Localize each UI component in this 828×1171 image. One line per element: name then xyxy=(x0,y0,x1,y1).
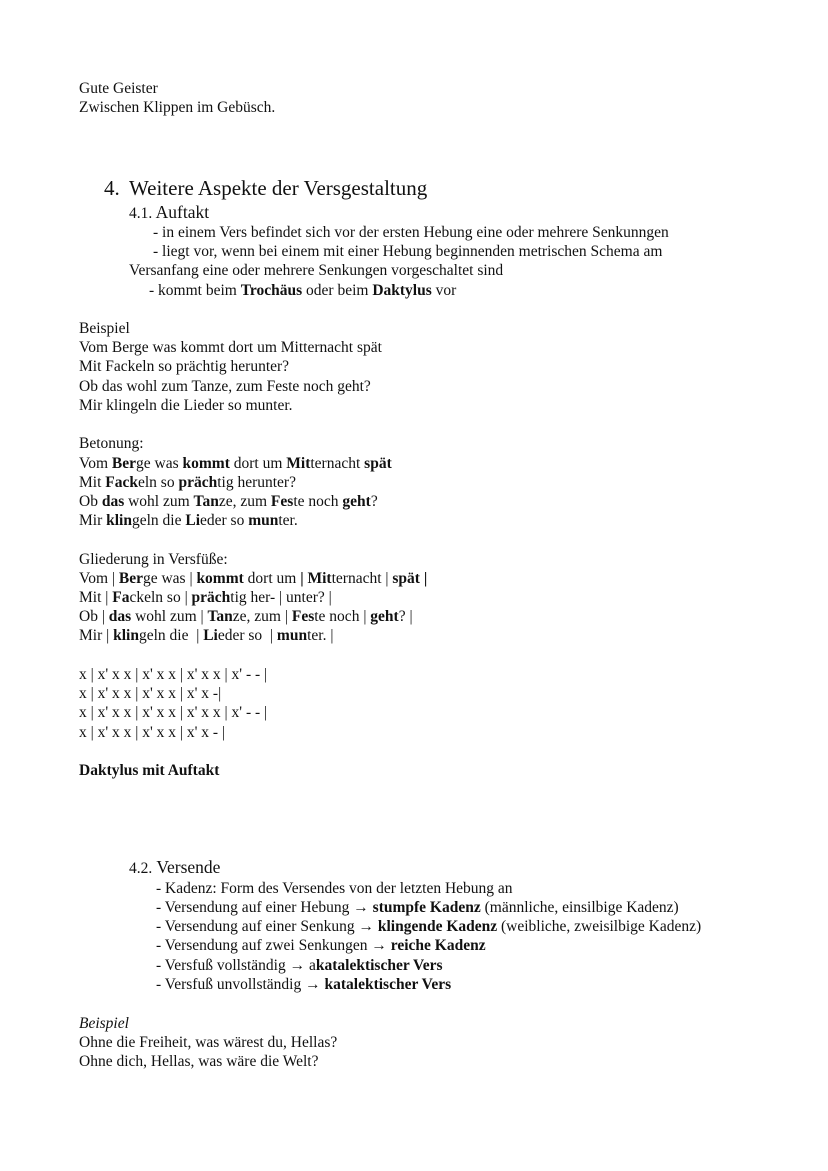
section-4-2-item xyxy=(156,975,451,995)
seg: geln die | xyxy=(138,627,204,644)
gliederung-line-1 xyxy=(79,569,427,589)
term: katalektischer Vers xyxy=(324,976,452,993)
seg: Mit xyxy=(79,474,106,491)
term: katalektischer Vers xyxy=(315,957,443,974)
term: stumpfe Kadenz xyxy=(372,899,481,916)
seg: - Versfuß unvollständig → xyxy=(156,976,325,993)
example-1-line-3: Ob das wohl zum Tanze, zum Feste noch geht? xyxy=(79,378,371,395)
stress: Tan xyxy=(207,608,233,625)
section-4-number: 4. xyxy=(104,176,120,200)
example-2-line-1: Ohne die Freiheit, was wärest du, Hellas? xyxy=(79,1034,338,1051)
seg: - Versendung auf zwei Senkungen → xyxy=(156,937,391,954)
stress: geht xyxy=(342,493,371,510)
stress: Fes xyxy=(291,608,315,625)
seg: ter. | xyxy=(307,627,334,644)
schema-line-3: x | x' x x | x' x x | x' x x | x' - - | xyxy=(79,704,268,721)
stress: präch xyxy=(178,474,218,491)
section-4-title: Weitere Aspekte der Versgestaltung xyxy=(129,176,428,200)
bullet3-trochaeus: Trochäus xyxy=(240,282,303,299)
seg: ge was | xyxy=(142,570,197,587)
betonung-label: Betonung: xyxy=(79,435,144,452)
stress: Ber xyxy=(111,455,136,472)
seg: dort um xyxy=(243,570,301,587)
intro-line-1: Gute Geister xyxy=(79,80,158,97)
stress: Fes xyxy=(270,493,294,510)
stress: Fa xyxy=(112,589,130,606)
stress: klin xyxy=(106,512,132,529)
seg: Vom xyxy=(79,455,112,472)
conclusion: Daktylus mit Auftakt xyxy=(79,762,220,779)
bullet3-text-e: vor xyxy=(431,282,457,299)
seg: tig herunter? xyxy=(217,474,296,491)
section-4-1-number: 4.1. xyxy=(129,205,153,222)
section-4-1-bullet-2: - liegt vor, wenn bei einem mit einer Hebung beginnenden metrischen Schema am xyxy=(153,243,663,260)
gliederung-line-4 xyxy=(79,626,333,646)
example-1-line-4: Mir klingeln die Lieder so munter. xyxy=(79,397,293,414)
seg: eder so | xyxy=(217,627,277,644)
betonung-line-2 xyxy=(79,473,296,493)
stress: Ber xyxy=(118,570,143,587)
stress: das xyxy=(108,608,132,625)
stress: kommt xyxy=(196,570,244,587)
stress: spät | xyxy=(392,570,428,587)
seg: ze, zum | xyxy=(232,608,292,625)
seg: tig her- | unter? | xyxy=(230,589,332,606)
stress: präch xyxy=(191,589,231,606)
example-2-line-2: Ohne dich, Hellas, was wäre die Welt? xyxy=(79,1053,319,1070)
seg: Mit | xyxy=(79,589,113,606)
gliederung-line-2 xyxy=(79,588,332,608)
example-1-label: Beispiel xyxy=(79,320,130,337)
section-4-2-title: Versende xyxy=(156,857,221,877)
seg: ternacht | xyxy=(331,570,393,587)
seg: (männliche, einsilbige Kadenz) xyxy=(480,899,679,916)
section-4-2-number: 4.2. xyxy=(129,860,153,877)
seg: - Versendung auf einer Hebung → xyxy=(156,899,373,916)
seg: ternacht xyxy=(310,455,365,472)
seg: eder so xyxy=(200,512,249,529)
section-4-1-bullet-3 xyxy=(149,281,456,301)
stress: Tan xyxy=(193,493,219,510)
seg: (weibliche, zweisilbige Kadenz) xyxy=(497,918,702,935)
section-4-heading xyxy=(104,176,427,200)
seg: te noch xyxy=(293,493,343,510)
seg: - Kadenz: Form des Versendes von der letzten Hebung an xyxy=(156,880,513,897)
bullet3-text-a: - kommt beim xyxy=(149,282,241,299)
seg: ckeln so | xyxy=(129,589,192,606)
betonung-line-3 xyxy=(79,492,378,512)
term: reiche Kadenz xyxy=(390,937,486,954)
gliederung-label: Gliederung in Versfüße: xyxy=(79,551,228,568)
seg: dort um xyxy=(229,455,287,472)
gliederung-line-3 xyxy=(79,607,413,627)
section-4-2-item xyxy=(156,917,701,937)
section-4-1-heading xyxy=(129,202,209,224)
stress: kommt xyxy=(182,455,230,472)
stress: das xyxy=(101,493,125,510)
betonung-line-4 xyxy=(79,511,298,531)
section-4-1-title: Auftakt xyxy=(155,202,210,222)
seg: Ob | xyxy=(79,608,109,625)
bullet3-text-c: oder beim xyxy=(302,282,373,299)
intro-line-2: Zwischen Klippen im Gebüsch. xyxy=(79,99,276,116)
schema-line-4: x | x' x x | x' x x | x' x - | xyxy=(79,724,226,741)
seg: Ob xyxy=(79,493,102,510)
section-4-2-item xyxy=(156,956,443,976)
seg: ge was xyxy=(136,455,183,472)
seg: ter. xyxy=(278,512,298,529)
stress: Li xyxy=(185,512,201,529)
seg: Mir xyxy=(79,512,107,529)
schema-line-2: x | x' x x | x' x x | x' x -| xyxy=(79,685,222,702)
section-4-2-heading xyxy=(129,857,220,879)
stress: | Mit xyxy=(300,570,332,587)
seg: wohl zum | xyxy=(131,608,208,625)
section-4-2-item xyxy=(156,898,679,918)
seg: eln so xyxy=(138,474,179,491)
seg: Mir | xyxy=(79,627,114,644)
seg: te noch | xyxy=(314,608,371,625)
seg: geln die xyxy=(131,512,186,529)
stress: mun xyxy=(248,512,279,529)
seg: - Versfuß vollständig → a xyxy=(156,957,316,974)
term: klingende Kadenz xyxy=(377,918,498,935)
example-2-label: Beispiel xyxy=(79,1015,129,1032)
stress: spät xyxy=(364,455,392,472)
seg: Vom | xyxy=(79,570,119,587)
stress: Mit xyxy=(286,455,311,472)
seg: ? xyxy=(370,493,378,510)
section-4-2-item xyxy=(156,879,513,899)
betonung-line-1 xyxy=(79,454,392,474)
stress: mun xyxy=(276,627,308,644)
section-4-1-bullet-2-cont: Versanfang eine oder mehrere Senkungen vorgeschaltet sind xyxy=(129,262,504,279)
seg: - Versendung auf einer Senkung → xyxy=(156,918,378,935)
seg: ze, zum xyxy=(218,493,271,510)
stress: Fack xyxy=(105,474,138,491)
seg: ? | xyxy=(398,608,413,625)
stress: klin xyxy=(113,627,139,644)
example-1-line-2: Mit Fackeln so prächtig herunter? xyxy=(79,358,290,375)
bullet3-daktylus: Daktylus xyxy=(372,282,432,299)
example-1-line-1: Vom Berge was kommt dort um Mitternacht spät xyxy=(79,339,382,356)
stress: geht xyxy=(370,608,399,625)
schema-line-1: x | x' x x | x' x x | x' x x | x' - - | xyxy=(79,666,268,683)
section-4-2-item xyxy=(156,936,486,956)
seg: wohl zum xyxy=(124,493,194,510)
stress: Li xyxy=(203,627,218,644)
section-4-1-bullet-1: - in einem Vers befindet sich vor der ersten Hebung eine oder mehrere Senkunngen xyxy=(153,224,669,241)
